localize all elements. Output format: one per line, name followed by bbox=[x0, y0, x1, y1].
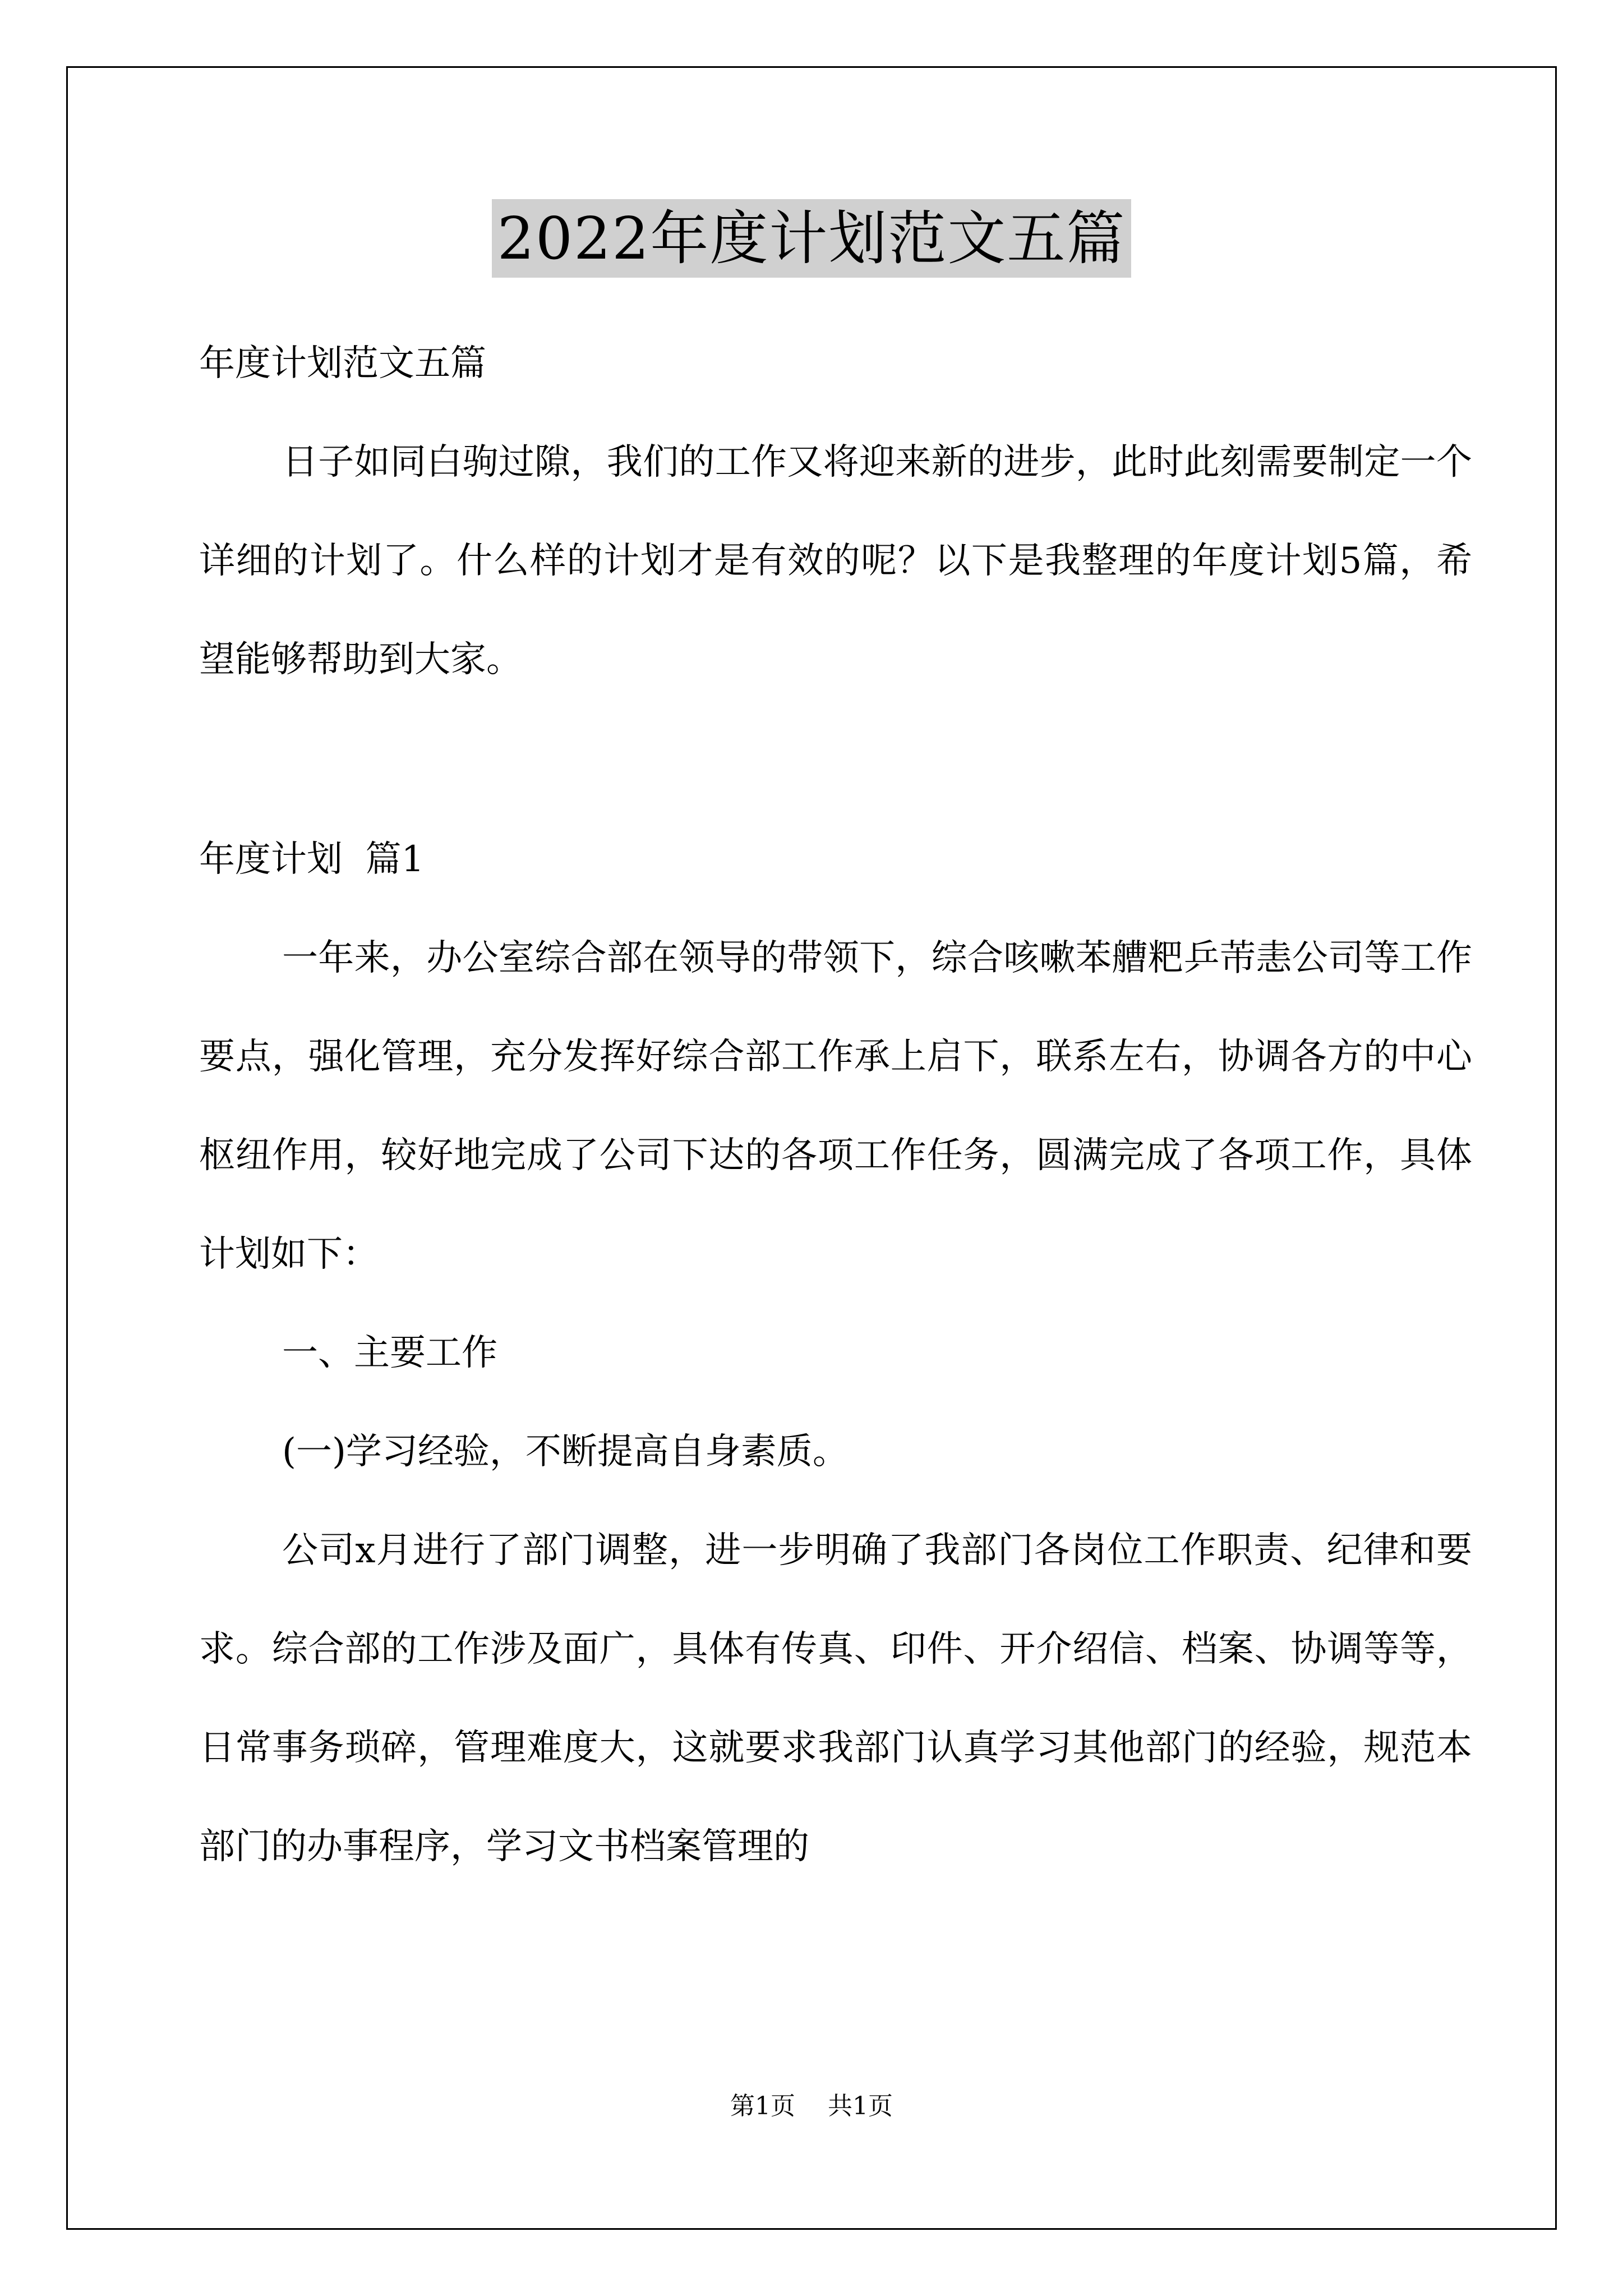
page-number-total: 共1页 bbox=[828, 2092, 893, 2120]
document-title: 2022年度计划范文五篇 bbox=[492, 199, 1132, 278]
section-heading: 年度计划 篇1 bbox=[199, 839, 425, 880]
subtitle: 年度计划范文五篇 bbox=[199, 343, 486, 384]
page-footer bbox=[0, 2090, 1623, 2123]
heading-study: (一)学习经验，不断提高自身素质。 bbox=[282, 1431, 849, 1473]
intro-paragraph: 日子如同白驹过隙，我们的工作又将迎来新的进步，此时此刻需要制定一个详细的计划了。什么样的计划才是有效的呢？以下是我整理的年度计划5篇，希望能够帮助到大家。 bbox=[199, 441, 1472, 680]
heading-main-work: 一、主要工作 bbox=[282, 1332, 497, 1374]
body-paragraph-1: 一年来，办公室综合部在领导的带领下，综合咳嗽苯艚粑乒芾恚公司等工作要点，强化管理，充分发挥好综合部工作承上启下，联系左右，协调各方的中心枢纽作用，较好地完成了公司下达的各项工作任务，圆满完成了各项工作，具体计划如下： bbox=[199, 937, 1472, 1275]
section-spacer bbox=[199, 709, 1472, 810]
title-container bbox=[0, 199, 1623, 278]
body-paragraph-2: 公司x月进行了部门调整，进一步明确了我部门各岗位工作职责、纪律和要求。综合部的工作涉及面广，具体有传真、印件、开介绍信、档案、协调等等，日常事务琐碎，管理难度大，这就要求我部门认真学习其他部门的经验，规范本部门的办事程序，学习文书档案管理的 bbox=[199, 1530, 1472, 1867]
document-body bbox=[199, 314, 1472, 1896]
page-number-current: 第1页 bbox=[730, 2092, 795, 2120]
